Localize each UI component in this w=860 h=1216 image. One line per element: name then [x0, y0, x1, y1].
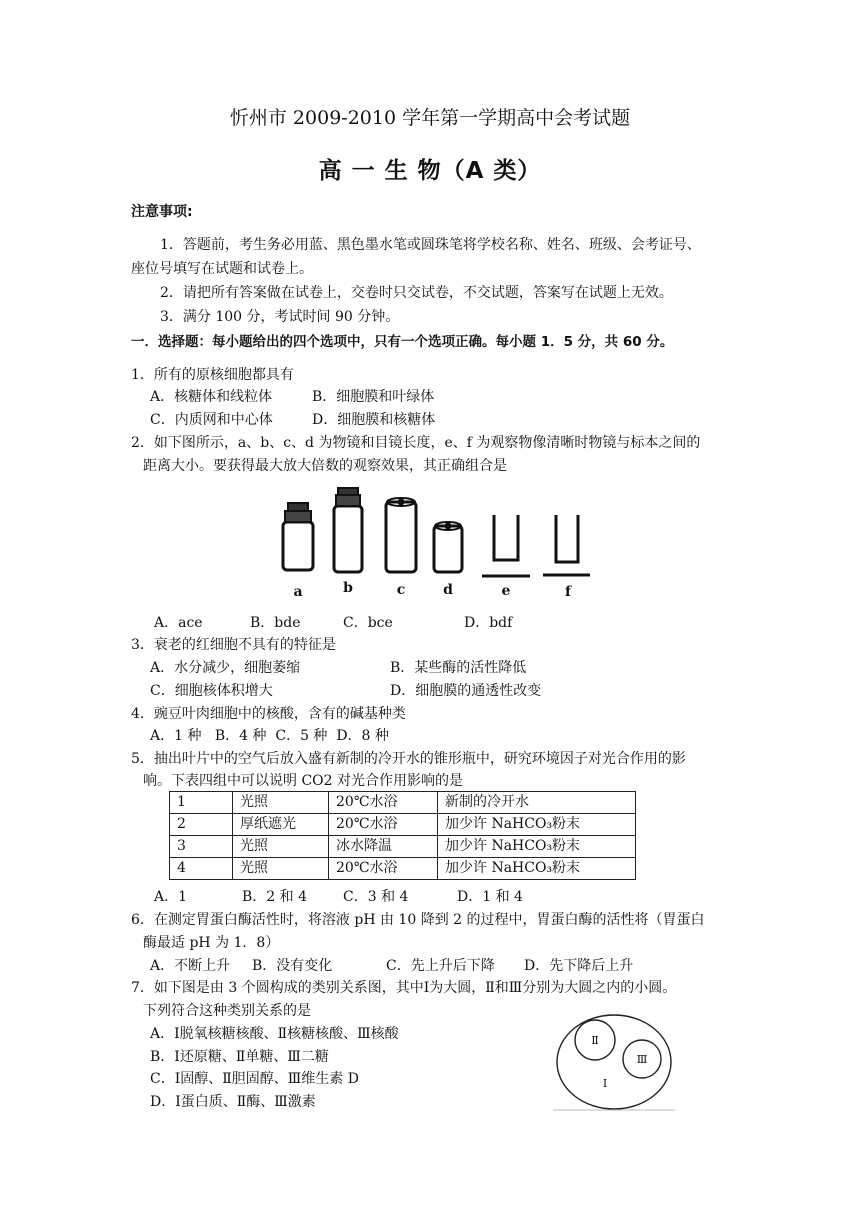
q6-option-a: A．不断上升 [150, 958, 231, 974]
q6-option-b: B．没有变化 [252, 958, 333, 974]
notice-item-1: 1．答题前，考生务必用蓝、黑色墨水笔或圆珠笔将学校名称、姓名、班级、会考证号、 [160, 237, 701, 253]
lens-a-icon [283, 503, 313, 570]
q1-option-a: A．核糖体和线粒体 [150, 389, 273, 405]
notice-item-1-cont: 座位号填写在试题和试卷上。 [131, 261, 313, 277]
q5-option-a: A．1 [154, 889, 188, 905]
q7-option-c: C．Ⅰ固醇、Ⅱ胆固醇、Ⅲ维生素 D [150, 1071, 359, 1087]
q7-stem-line2: 下列符合这种类别关系的是 [143, 1003, 311, 1019]
table-cell: 光照 [233, 858, 329, 880]
section-heading: 一．选择题：每小题给出的四个选项中，只有一个选项正确。每小题 1．5 分，共 60 分。 [131, 334, 674, 350]
table-cell: 加少许 NaHCO₃粉末 [438, 836, 636, 858]
table-cell: 冰水降温 [329, 836, 438, 858]
table-cell: 新制的冷开水 [438, 792, 636, 814]
table-cell: 4 [170, 858, 233, 880]
table-row [170, 814, 636, 836]
q7-option-a: A．Ⅰ脱氧核糖核酸、Ⅱ核糖核酸、Ⅲ核酸 [150, 1026, 399, 1042]
table-cell: 1 [170, 792, 233, 814]
q1-stem: 1．所有的原核细胞都具有 [131, 367, 294, 383]
q4-stem: 4．豌豆叶肉细胞中的核酸，含有的碱基种类 [131, 706, 406, 722]
table-cell: 20℃水浴 [329, 792, 438, 814]
circle-diagram [553, 1010, 675, 1112]
table-cell: 厚纸遮光 [233, 814, 329, 836]
experiment-table [169, 791, 636, 880]
q5-option-c: C．3 和 4 [343, 889, 409, 905]
table-cell: 20℃水浴 [329, 814, 438, 836]
table-row [170, 792, 636, 814]
q6-stem-line2: 酶最适 pH 为 1．8） [143, 935, 280, 951]
q2-option-c: C．bce [343, 615, 393, 631]
table-cell: 加少许 NaHCO₃粉末 [438, 858, 636, 880]
lens-label-b: b [343, 580, 353, 596]
q3-stem: 3．衰老的红细胞不具有的特征是 [131, 637, 336, 653]
q6-option-c: C．先上升后下降 [386, 958, 495, 974]
q5-option-d: D．1 和 4 [457, 889, 523, 905]
q2-stem-line1: 2．如下图所示，a、b、c、d 为物镜和目镜长度，e、f 为观察物像清晰时物镜与标本之间的 [131, 435, 701, 451]
q4-options: A．1 种 B．4 种 C．5 种 D．8 种 [150, 728, 389, 744]
lens-b-icon [334, 488, 362, 572]
table-cell: 加少许 NaHCO₃粉末 [438, 814, 636, 836]
table-cell: 光照 [233, 792, 329, 814]
q1-option-b: B．细胞膜和叶绿体 [312, 389, 435, 405]
notice-heading: 注意事项: [131, 204, 193, 220]
q7-option-b: B．Ⅰ还原糖、Ⅱ单糖、Ⅲ二糖 [150, 1049, 329, 1065]
q3-option-d: D．细胞膜的通透性改变 [390, 683, 542, 699]
q2-option-d: D．bdf [464, 615, 513, 631]
table-cell: 2 [170, 814, 233, 836]
table-row [170, 836, 636, 858]
q5-stem-line1: 5．抽出叶片中的空气后放入盛有新制的冷开水的锥形瓶中，研究环境因子对光合作用的影 [131, 751, 686, 767]
q3-option-b: B．某些酶的活性降低 [390, 660, 527, 676]
lens-figure [268, 482, 590, 600]
circle-label-II: Ⅱ [591, 1034, 599, 1047]
q6-option-d: D．先下降后上升 [524, 958, 634, 974]
q6-stem-line1: 6．在测定胃蛋白酶活性时，将溶液 pH 由 10 降到 2 的过程中，胃蛋白酶的活性将（胃蛋白 [131, 912, 705, 928]
lens-label-e: e [501, 583, 511, 599]
notice-item-2: 2．请把所有答案做在试卷上，交卷时只交试卷，不交试题，答案写在试题上无效。 [160, 285, 673, 301]
distance-e-icon [482, 515, 530, 576]
q3-option-c: C．细胞核体积增大 [150, 683, 273, 699]
lens-c-icon [386, 498, 416, 572]
q2-option-b: B．bde [250, 615, 301, 631]
notice-item-3: 3．满分 100 分，考试时间 90 分钟。 [160, 309, 400, 325]
exam-subtitle: 高 一 生 物（A 类） [318, 158, 542, 184]
q5-stem-line2: 响。下表四组中可以说明 CO2 对光合作用影响的是 [143, 773, 463, 789]
exam-title: 忻州市 2009-2010 学年第一学期高中会考试题 [229, 107, 631, 129]
q7-stem-line1: 7．如下图是由 3 个圆构成的类别关系图，其中Ⅰ为大圆，Ⅱ和Ⅲ分别为大圆之内的小圆。 [131, 980, 677, 996]
circle-label-III: Ⅲ [636, 1053, 648, 1066]
table-cell: 20℃水浴 [329, 858, 438, 880]
q3-option-a: A．水分减少，细胞萎缩 [150, 660, 301, 676]
lens-label-a: a [293, 584, 303, 600]
q1-option-d: D．细胞膜和核糖体 [312, 412, 436, 428]
table-cell: 3 [170, 836, 233, 858]
circle-label-I: Ⅰ [602, 1077, 608, 1090]
circle-I-icon [557, 1015, 671, 1109]
q5-option-b: B．2 和 4 [242, 889, 308, 905]
table-cell: 光照 [233, 836, 329, 858]
lens-label-f: f [564, 584, 572, 600]
table-row [170, 858, 636, 880]
q2-option-a: A．ace [154, 615, 203, 631]
lens-d-icon [434, 522, 462, 572]
q7-option-d: D．Ⅰ蛋白质、Ⅱ酶、Ⅲ激素 [150, 1094, 316, 1110]
lens-label-d: d [443, 582, 453, 598]
distance-f-icon [543, 515, 590, 575]
lens-label-c: c [396, 582, 406, 598]
q2-stem-line2: 距离大小。要获得最大放大倍数的观察效果，其正确组合是 [143, 458, 507, 474]
q1-option-c: C．内质网和中心体 [150, 412, 273, 428]
